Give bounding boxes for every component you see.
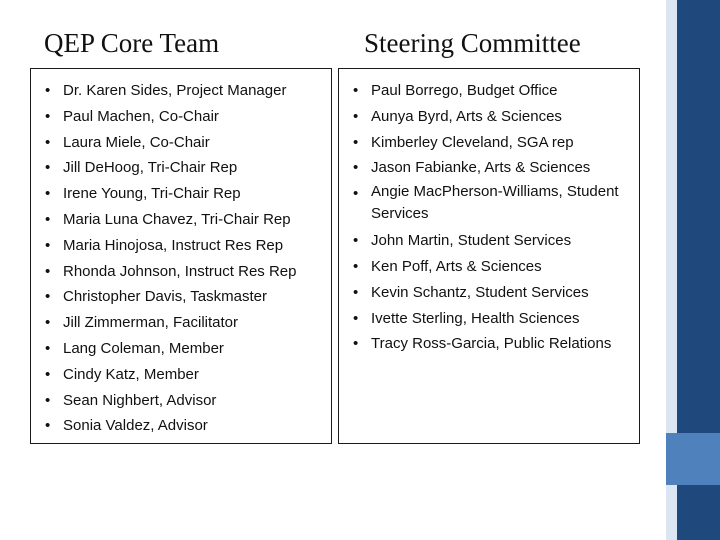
core-team-member: • Christopher Davis, Taskmaster	[45, 284, 329, 310]
core-team-member: • Rhonda Johnson, Instruct Res Rep	[45, 259, 329, 285]
steering-committee-heading: Steering Committee	[364, 28, 581, 58]
decorative-side-bar-accent	[666, 433, 720, 485]
core-team-heading: QEP Core Team	[44, 28, 220, 58]
steering-member: • Kevin Schantz, Student Services	[353, 280, 639, 306]
core-team-member: • Maria Luna Chavez, Tri-Chair Rep	[45, 207, 329, 233]
steering-member: • John Martin, Student Services	[353, 228, 639, 254]
steering-member: • Ivette Sterling, Health Sciences	[353, 306, 639, 332]
core-team-member: • Irene Young, Tri-Chair Rep	[45, 181, 329, 207]
core-team-panel	[30, 68, 332, 444]
core-team-member: • Paul Machen, Co-Chair	[45, 104, 329, 130]
steering-member: • Kimberley Cleveland, SGA rep	[353, 130, 639, 156]
steering-member	[353, 181, 639, 225]
steering-committee-list	[353, 78, 639, 357]
core-team-member: • Dr. Karen Sides, Project Manager	[45, 78, 329, 104]
steering-member-text: • Angie MacPherson-Williams, Student Services	[371, 183, 619, 223]
core-team-member: • Lang Coleman, Member	[45, 336, 329, 362]
steering-committee-panel	[338, 68, 640, 444]
core-team-list	[45, 78, 329, 439]
core-team-member: • Cindy Katz, Member	[45, 362, 329, 388]
core-team-member: • Laura Miele, Co-Chair	[45, 130, 329, 156]
steering-member: • Ken Poff, Arts & Sciences	[353, 254, 639, 280]
core-team-member: • Jill Zimmerman, Facilitator	[45, 310, 329, 336]
steering-member: • Tracy Ross-Garcia, Public Relations	[353, 331, 639, 357]
steering-member: • Aunya Byrd, Arts & Sciences	[353, 104, 639, 130]
core-team-member: • Maria Hinojosa, Instruct Res Rep	[45, 233, 329, 259]
core-team-member: • Sonia Valdez, Advisor	[45, 413, 329, 439]
steering-member: • Jason Fabianke, Arts & Sciences	[353, 155, 639, 181]
steering-member: • Paul Borrego, Budget Office	[353, 78, 639, 104]
core-team-member: • Sean Nighbert, Advisor	[45, 388, 329, 414]
core-team-member: • Jill DeHoog, Tri-Chair Rep	[45, 155, 329, 181]
